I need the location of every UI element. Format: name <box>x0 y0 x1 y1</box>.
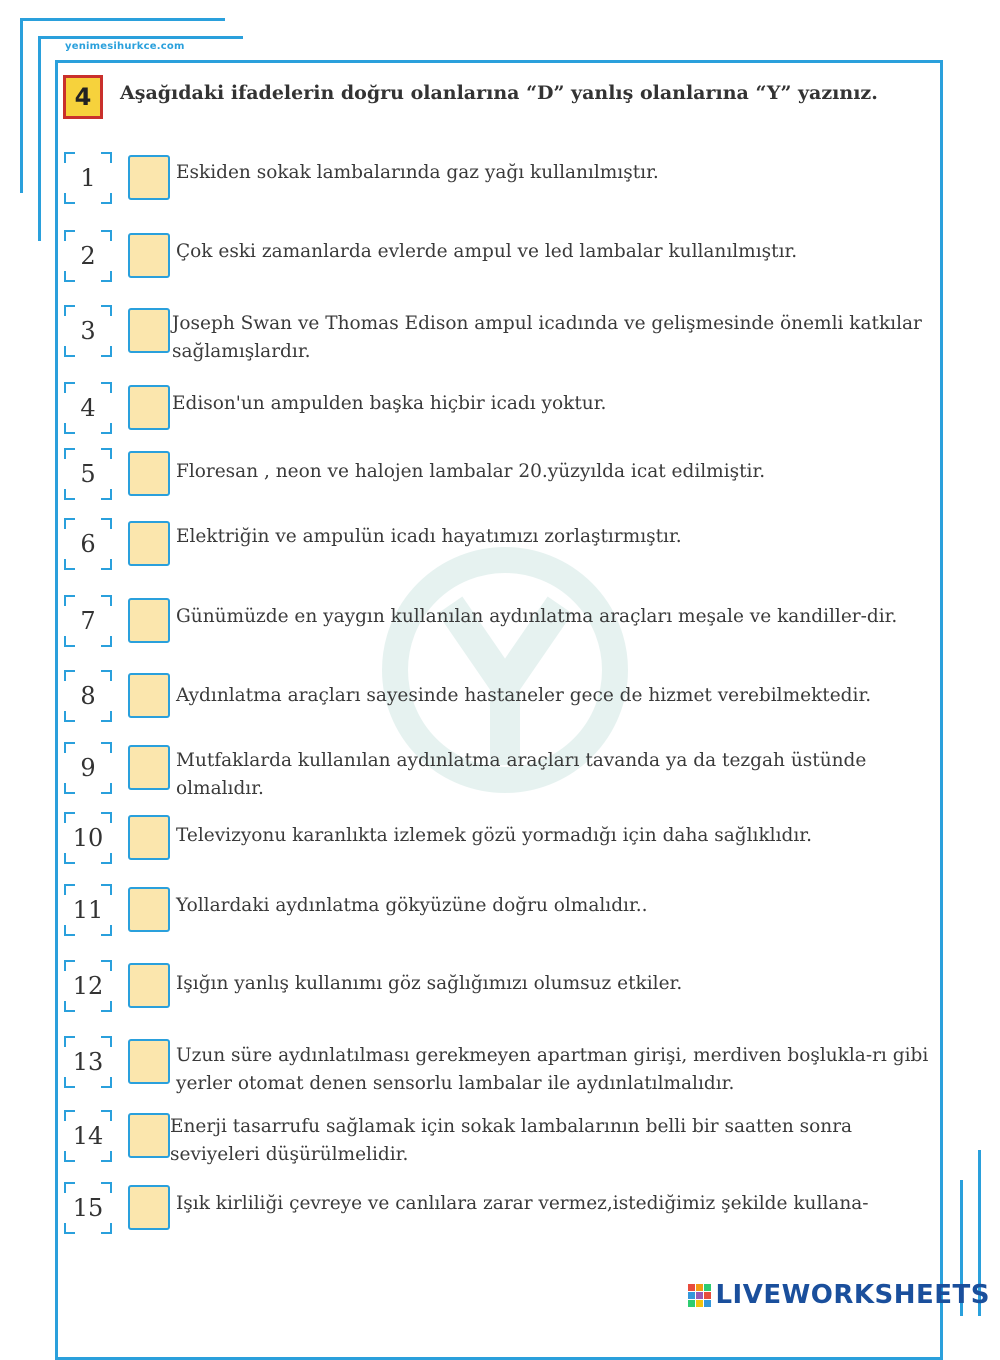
answer-input-box[interactable] <box>128 963 170 1008</box>
statement-text: Yollardaki aydınlatma gökyüzüne doğru olmalıdır.. <box>176 895 648 916</box>
item-number: 10 <box>64 812 112 864</box>
item-number: 12 <box>64 960 112 1012</box>
site-url: yenimesihurkce.com <box>65 41 185 52</box>
statement-text: Çok eski zamanlarda evlerde ampul ve led lambalar kullanılmıştır. <box>176 241 798 262</box>
decorative-line <box>38 36 243 39</box>
answer-input-box[interactable] <box>128 745 170 790</box>
item-number: 14 <box>64 1110 112 1162</box>
statement-text: Mutfaklarda kullanılan aydınlatma araçları tavanda ya da tezgah üstünde olmalıdır. <box>176 750 867 799</box>
item-number: 1 <box>64 152 112 204</box>
answer-input-box[interactable] <box>128 155 170 200</box>
statement-text: Işık kirliliği çevreye ve canlılara zarar vermez,istediğimiz şekilde kullana- <box>176 1193 869 1214</box>
statement-text: Işığın yanlış kullanımı göz sağlığımızı olumsuz etkiler. <box>176 973 683 994</box>
answer-input-box[interactable] <box>128 887 170 932</box>
answer-input-box[interactable] <box>128 1113 170 1158</box>
brand-name: LIVEWORKSHEETS <box>715 1280 990 1310</box>
item-number: 3 <box>64 305 112 357</box>
answer-input-box[interactable] <box>128 815 170 860</box>
statement-text: Uzun süre aydınlatılması gerekmeyen apartman girişi, merdiven boşlukla-rı gibi yerler otomat denen sensorlu lambalar ile aydınlatılmalıdır. <box>176 1045 929 1094</box>
statement-text: Floresan , neon ve halojen lambalar 20.yüzyılda icat edilmiştir. <box>176 461 766 482</box>
answer-input-box[interactable] <box>128 233 170 278</box>
decorative-line <box>38 36 41 241</box>
statement-text: Televizyonu karanlıkta izlemek gözü yormadığı için daha sağlıklıdır. <box>176 825 812 846</box>
statement-text: Eskiden sokak lambalarında gaz yağı kullanılmıştır. <box>176 162 659 183</box>
statement-text: Elektriğin ve ampulün icadı hayatımızı zorlaştırmıştır. <box>176 526 682 547</box>
decorative-line <box>20 18 23 193</box>
question-number-badge: 4 <box>63 75 103 119</box>
item-number: 5 <box>64 448 112 500</box>
answer-input-box[interactable] <box>128 451 170 496</box>
answer-input-box[interactable] <box>128 673 170 718</box>
item-number: 15 <box>64 1182 112 1234</box>
item-number: 7 <box>64 595 112 647</box>
item-number: 6 <box>64 518 112 570</box>
item-number: 13 <box>64 1036 112 1088</box>
answer-input-box[interactable] <box>128 1039 170 1084</box>
decorative-line <box>20 18 225 21</box>
statement-text: Edison'un ampulden başka hiçbir icadı yoktur. <box>172 393 607 414</box>
answer-input-box[interactable] <box>128 521 170 566</box>
brand-grid-icon <box>688 1284 711 1307</box>
item-number: 8 <box>64 670 112 722</box>
statement-text: Günümüzde en yaygın kullanılan aydınlatma araçları meşale ve kandiller-dir. <box>176 606 898 627</box>
brand-logo[interactable] <box>688 1280 990 1310</box>
answer-input-box[interactable] <box>128 1185 170 1230</box>
answer-input-box[interactable] <box>128 598 170 643</box>
item-number: 2 <box>64 230 112 282</box>
statement-text: Aydınlatma araçları sayesinde hastaneler gece de hizmet verebilmektedir. <box>176 685 872 706</box>
answer-input-box[interactable] <box>128 308 170 353</box>
statement-text: Enerji tasarrufu sağlamak için sokak lambalarının belli bir saatten sonra seviyeleri düşürülmelidir. <box>170 1116 853 1165</box>
answer-input-box[interactable] <box>128 385 170 430</box>
item-number: 9 <box>64 742 112 794</box>
instruction-text: Aşağıdaki ifadelerin doğru olanlarına “D” yanlış olanlarına “Y” yazınız. <box>120 82 878 104</box>
item-number: 11 <box>64 884 112 936</box>
item-number: 4 <box>64 382 112 434</box>
statement-text: Joseph Swan ve Thomas Edison ampul icadında ve gelişmesinde önemli katkılar sağlamışlardır. <box>172 313 922 362</box>
